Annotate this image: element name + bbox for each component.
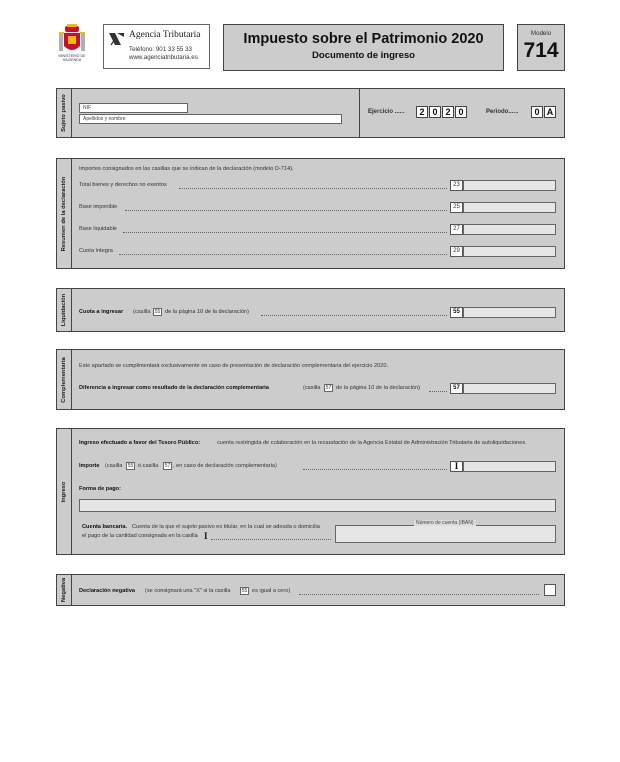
casilla-number: I <box>450 461 463 472</box>
model-box <box>517 24 565 71</box>
dot-leader <box>123 232 447 233</box>
crest-caption: MINISTERIO DE HACIENDA <box>58 54 86 62</box>
casilla-number: 25 <box>450 202 463 213</box>
nif-label: NIF <box>83 105 92 111</box>
form-title-box <box>223 24 504 71</box>
side-label-box <box>57 575 72 605</box>
cuenta-label: Cuenta bancaria. <box>82 524 128 530</box>
dot-leader <box>299 594 539 595</box>
side-label-box <box>57 289 72 331</box>
ejercicio-digit[interactable]: 0 <box>455 106 467 118</box>
section-complementaria <box>56 349 565 410</box>
model-number: 714 <box>523 39 559 62</box>
periodo-digit[interactable]: 0 <box>531 106 543 118</box>
model-label: Modelo <box>530 30 552 37</box>
side-label: Resumen de la declaración <box>61 176 67 251</box>
dot-leader <box>119 254 447 255</box>
importe-mid: ó casilla <box>138 463 159 469</box>
ejercicio-label: Ejercicio ...... <box>368 109 405 115</box>
form-title: Impuesto sobre el Patrimonio 2020 <box>243 31 484 47</box>
importe-pre: (casilla <box>105 463 123 469</box>
forma-pago-label: Forma de pago: <box>79 486 121 492</box>
section-resumen <box>56 158 565 269</box>
casilla-number: 27 <box>450 224 463 235</box>
ref-box: 55 <box>127 463 134 469</box>
side-label: Liquidación <box>61 293 67 327</box>
cuota-post: de la página 10 de la declaración) <box>165 309 249 315</box>
iban-field[interactable] <box>335 520 556 543</box>
diferencia-post: de la página 10 de la declaración) <box>336 385 420 391</box>
cuota-amount-field[interactable] <box>463 307 556 318</box>
importe-label: Importe <box>79 463 100 469</box>
importe-amount-field[interactable] <box>463 461 556 472</box>
diferencia-label: Diferencia a ingresar como resultado de la declaración complementaria <box>79 385 269 391</box>
resumen-row-label: Total bienes y derechos no exentos <box>79 182 167 188</box>
side-label: Complementaria <box>61 356 67 403</box>
diferencia-pre: (casilla <box>303 385 321 391</box>
nif-field[interactable] <box>79 103 188 113</box>
ref-box: 55 <box>241 588 248 594</box>
ref-box: 55 <box>154 309 161 315</box>
cuenta-text: Cuenta de la que el sujeto pasivo es titular, en la cual se adeuda o domicilia <box>132 524 320 530</box>
section-ingreso <box>56 428 565 555</box>
ingreso-intro-bold: Ingreso efectuado a favor del Tesoro Público: <box>79 440 201 446</box>
name-field[interactable] <box>79 114 342 124</box>
name-label: Apellidos y nombre <box>83 116 126 122</box>
casilla-number: 23 <box>450 180 463 191</box>
section-negativa <box>56 574 565 606</box>
amount-field[interactable] <box>463 246 556 257</box>
casilla-number: 55 <box>450 307 463 318</box>
importe-post: , en caso de declaración complementaria) <box>173 463 277 469</box>
complementaria-intro: Este apartado se cumplimentará exclusivamente en caso de presentación de declaración complementaria del ejercicio 2020. <box>79 363 389 369</box>
side-label-box <box>57 89 72 137</box>
cuota-label: Cuota a ingresar <box>79 309 124 315</box>
cuenta-text: el pago de la cantidad consignada en la casilla <box>82 533 198 539</box>
resumen-intro: Importes consignados en las casillas que se indican de la declaración (modelo D-714). <box>79 166 294 172</box>
dot-leader <box>179 188 447 189</box>
side-label: Sujeto pasivo <box>61 94 67 132</box>
dot-leader <box>125 210 447 211</box>
resumen-row-label: Base liquidable <box>79 226 117 232</box>
diferencia-amount-field[interactable] <box>463 383 556 394</box>
casilla-number: 57 <box>450 383 463 394</box>
resumen-row-label: Base imponible <box>79 204 118 210</box>
amount-field[interactable] <box>463 224 556 235</box>
resumen-row-label: Cuota íntegra <box>79 248 113 254</box>
amount-field[interactable] <box>463 202 556 213</box>
ref-box: 57 <box>164 463 171 469</box>
cuota-pre: (casilla <box>133 309 151 315</box>
ingreso-intro: cuenta restringida de colaboración en la recaudación de la Agencia Estatal de Administración Tributaria de autoliquidaciones. <box>217 440 527 446</box>
agency-logo-box <box>103 24 210 69</box>
ejercicio-digit[interactable]: 0 <box>429 106 441 118</box>
agency-logo-icon <box>108 31 126 47</box>
section-sujeto-pasivo <box>56 88 565 138</box>
dot-leader <box>429 391 447 392</box>
negativa-label: Declaración negativa <box>79 588 135 594</box>
divider <box>359 89 360 137</box>
side-label-box <box>57 429 72 554</box>
negativa-checkbox[interactable] <box>544 584 556 596</box>
dot-leader <box>211 539 331 540</box>
negativa-pre: (se consignará una "X" si la casilla <box>145 588 231 594</box>
agency-phone: Teléfono: 901 33 55 33 <box>129 46 192 53</box>
coat-of-arms-icon <box>56 24 88 66</box>
amount-field[interactable] <box>463 180 556 191</box>
cuenta-ref: I <box>204 531 208 541</box>
ref-box: 57 <box>325 385 332 391</box>
form-subtitle: Documento de ingreso <box>312 50 415 61</box>
side-label-box <box>57 159 72 268</box>
side-label: Negativa <box>61 577 67 603</box>
negativa-post: es igual a cero) <box>252 588 291 594</box>
dot-leader <box>261 315 447 316</box>
agency-website: www.agenciatributaria.es <box>129 54 198 61</box>
periodo-label: Periodo...... <box>486 109 519 115</box>
ejercicio-digit[interactable]: 2 <box>442 106 454 118</box>
side-label: Ingreso <box>61 481 67 502</box>
forma-pago-field[interactable] <box>79 499 556 512</box>
dot-leader <box>303 469 447 470</box>
periodo-digit[interactable]: A <box>544 106 556 118</box>
side-label-box <box>57 350 72 409</box>
iban-label: Número de cuenta (IBAN) <box>416 520 474 526</box>
section-liquidacion <box>56 288 565 332</box>
agency-name: Agencia Tributaria <box>129 30 201 40</box>
casilla-number: 29 <box>450 246 463 257</box>
ejercicio-digit[interactable]: 2 <box>416 106 428 118</box>
